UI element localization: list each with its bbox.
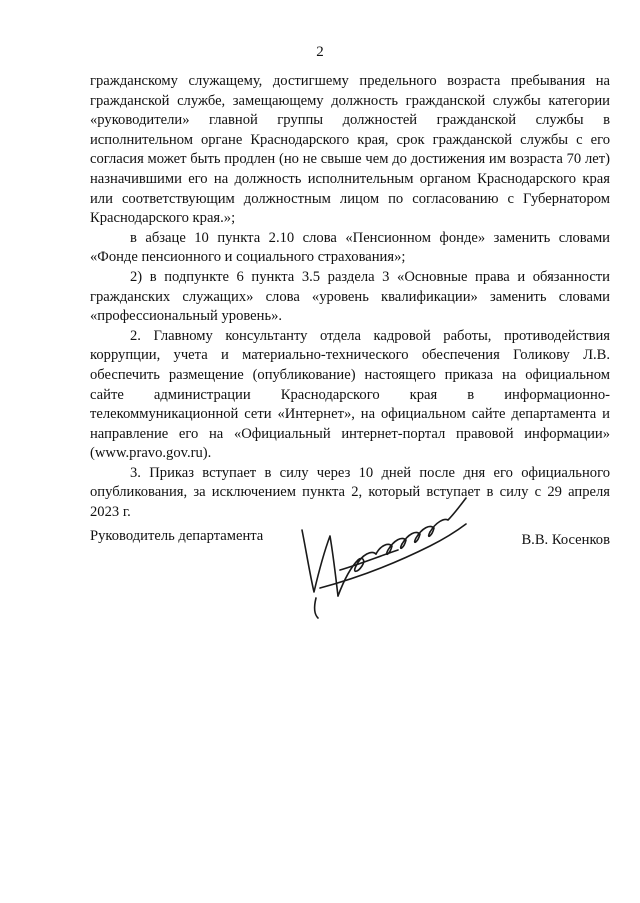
signature-block <box>90 524 610 624</box>
document-body <box>90 72 610 523</box>
paragraph-item-2: 2. Главному консультанту отдела кадровой работы, противодействия коррупции, учета и материально-технического обеспечения Голикову Л.В. обеспечить размещение (опубликование) настоящего приказа на официальном сайте администрации Краснодарского края в информационно-телекоммуникационной сети «Интернет», на официальном сайте департамента и направление его на «Официальный интернет-портал правовой информации» (www.pravo.gov.ru). <box>90 327 610 462</box>
signatory-name: В.В. Косенков <box>521 532 610 548</box>
paragraph-continuation: гражданскому служащему, достигшему предельного возраста пребывания на гражданской службе, замещающему должность гражданской службы категории «руководители» главной группы должностей гражданской службы в исполнительном органе Краснодарского края, срок гражданской службы с его согласия может быть продлен (но не свыше чем до достижения им возраста 70 лет) назначившими его на должность исполнительным органом Краснодарского края или соответствующим должностным лицом по согласованию с Губернатором Краснодарского края.»; <box>90 73 610 227</box>
paragraph-amendment-2: 2) в подпункте 6 пункта 3.5 раздела 3 «Основные права и обязанности гражданских служащих» слова «уровень квалификации» заменить словами «профессиональный уровень». <box>90 268 610 325</box>
page-number: 2 <box>316 44 324 60</box>
paragraph-item-3: 3. Приказ вступает в силу через 10 дней после дня его официального опубликования, за исключением пункта 2, который вступает в силу с 29 апреля 2023 г. <box>90 464 610 521</box>
paragraph-amendment-1: в абзаце 10 пункта 2.10 слова «Пенсионном фонде» заменить словами «Фонде пенсионного и социального страхования»; <box>90 229 610 266</box>
signatory-role: Руководитель департамента <box>90 528 264 544</box>
handwritten-signature-icon <box>280 480 480 620</box>
